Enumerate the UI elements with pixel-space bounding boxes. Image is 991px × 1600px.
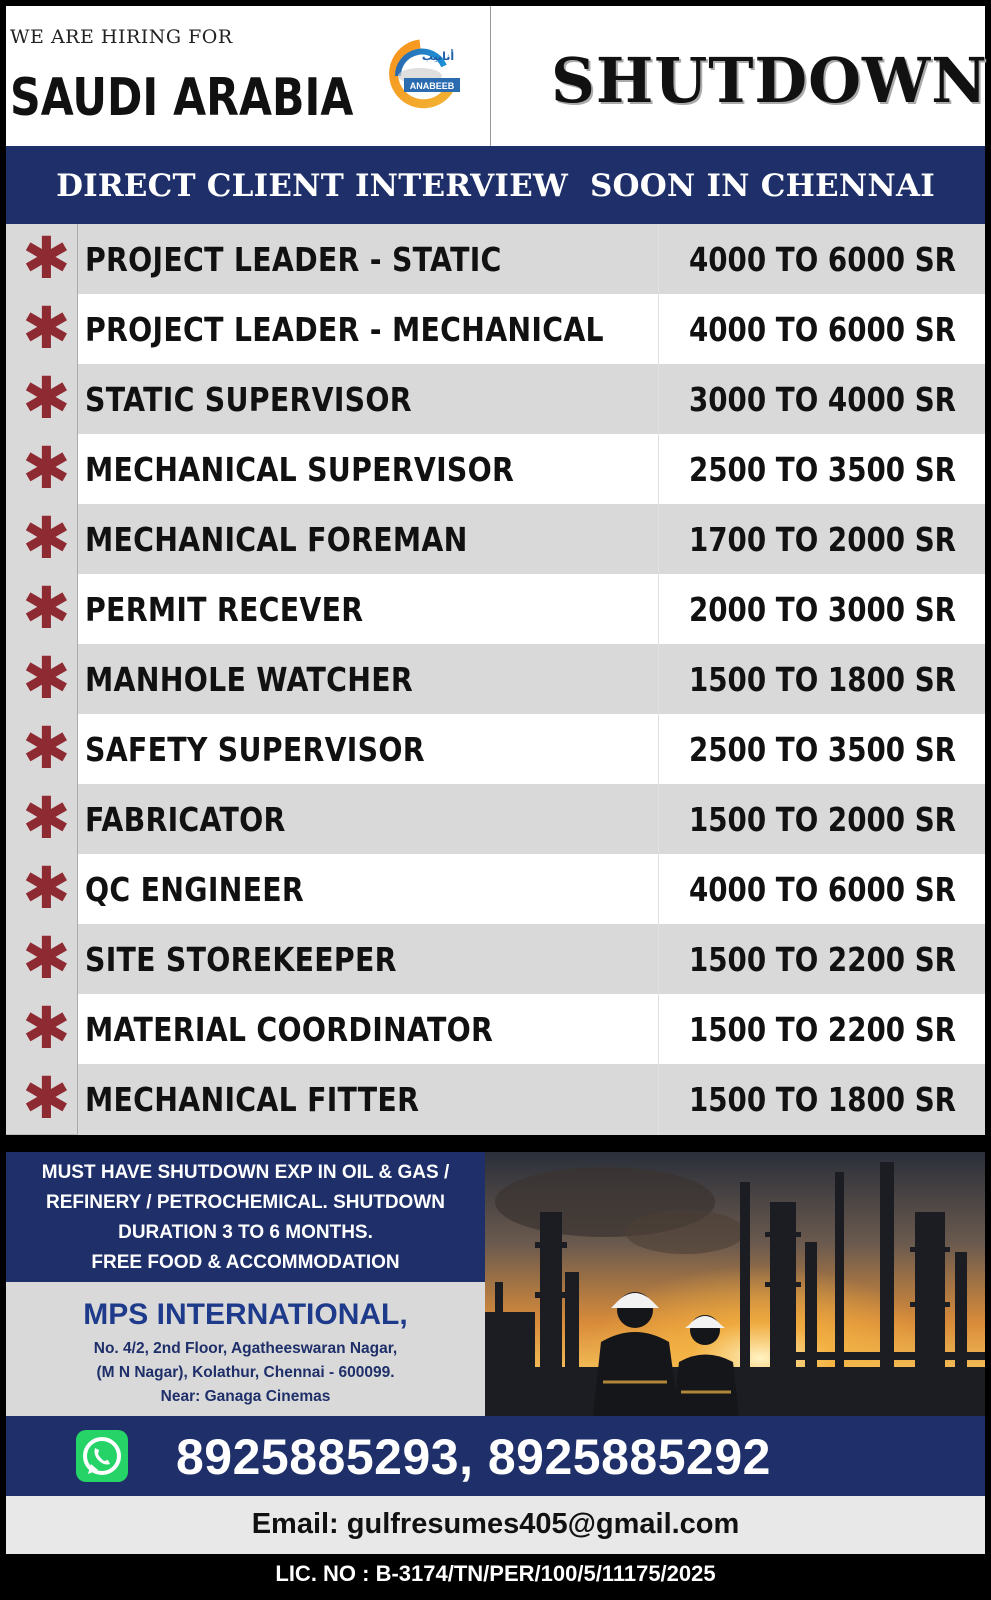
bullet-cell xyxy=(6,294,78,365)
job-row xyxy=(6,784,985,855)
license-bar xyxy=(6,1554,985,1594)
asterisk-icon: ✱ xyxy=(22,364,71,432)
job-row xyxy=(6,224,985,295)
bullet-cell xyxy=(6,994,78,1065)
job-salary: 1500 TO 2000 SR xyxy=(688,800,957,839)
email-text: Email: gulfresumes405@gmail.com xyxy=(251,1508,740,1540)
requirement-line: FREE FOOD & ACCOMMODATION xyxy=(91,1252,400,1273)
job-salary: 4000 TO 6000 SR xyxy=(688,240,957,279)
job-row xyxy=(6,644,985,715)
job-row xyxy=(6,364,985,435)
job-row xyxy=(6,504,985,575)
requirements-block xyxy=(6,1152,485,1282)
salary-cell xyxy=(658,364,985,435)
job-title: MECHANICAL FOREMAN xyxy=(85,520,468,559)
job-title: SITE STOREKEEPER xyxy=(85,940,397,979)
bullet-cell xyxy=(6,434,78,505)
asterisk-icon: ✱ xyxy=(22,1064,71,1132)
job-row xyxy=(6,994,985,1065)
anabeeb-logo xyxy=(380,36,470,116)
asterisk-icon: ✱ xyxy=(22,574,71,642)
bullet-cell xyxy=(6,1064,78,1135)
refinery-workers-image xyxy=(485,1152,985,1416)
email-bar xyxy=(6,1496,985,1554)
asterisk-icon: ✱ xyxy=(22,294,71,362)
address-line: No. 4/2, 2nd Floor, Agatheeswaran Nagar, xyxy=(93,1340,398,1357)
job-title: PROJECT LEADER - MECHANICAL xyxy=(85,310,604,349)
asterisk-icon: ✱ xyxy=(22,714,71,782)
job-title: PROJECT LEADER - STATIC xyxy=(85,240,502,279)
job-salary: 3000 TO 4000 SR xyxy=(688,380,957,419)
bullet-cell xyxy=(6,644,78,715)
job-salary: 2000 TO 3000 SR xyxy=(688,590,957,629)
header xyxy=(6,6,988,146)
interview-banner xyxy=(6,146,985,224)
requirement-line: MUST HAVE SHUTDOWN EXP IN OIL & GAS / xyxy=(41,1162,450,1183)
asterisk-icon: ✱ xyxy=(22,224,71,292)
country-heading: SAUDI ARABIA xyxy=(10,68,354,128)
bullet-cell xyxy=(6,854,78,925)
header-left xyxy=(6,6,490,146)
job-title: FABRICATOR xyxy=(85,800,286,839)
salary-cell xyxy=(658,854,985,925)
logo-arabic: أنابيب xyxy=(421,50,455,63)
job-row xyxy=(6,714,985,785)
address-line: (M N Nagar), Kolathur, Chennai - 600099. xyxy=(96,1364,395,1381)
whatsapp-icon xyxy=(76,1430,128,1482)
hiring-heading: WE ARE HIRING FOR xyxy=(10,26,233,48)
asterisk-icon: ✱ xyxy=(22,504,71,572)
job-salary: 1500 TO 1800 SR xyxy=(688,660,957,699)
requirement-line: DURATION 3 TO 6 MONTHS. xyxy=(118,1222,373,1243)
salary-cell xyxy=(658,504,985,575)
job-title: MANHOLE WATCHER xyxy=(85,660,414,699)
license-text: LIC. NO : B-3174/TN/PER/100/5/11175/2025 xyxy=(275,1561,716,1586)
asterisk-icon: ✱ xyxy=(22,854,71,922)
job-salary: 2500 TO 3500 SR xyxy=(688,730,957,769)
job-salary: 4000 TO 6000 SR xyxy=(688,870,957,909)
header-divider xyxy=(490,6,491,146)
salary-cell xyxy=(658,294,985,365)
salary-cell xyxy=(658,574,985,645)
job-salary: 1700 TO 2000 SR xyxy=(688,520,957,559)
salary-cell xyxy=(658,784,985,855)
bullet-cell xyxy=(6,924,78,995)
salary-cell xyxy=(658,1064,985,1135)
job-row xyxy=(6,854,985,925)
job-salary: 2500 TO 3500 SR xyxy=(688,450,957,489)
shutdown-title: SHUTDOWN xyxy=(551,44,988,117)
phone-numbers: 8925885293, 8925885292 xyxy=(176,1429,771,1485)
job-title: MATERIAL COORDINATOR xyxy=(85,1010,494,1049)
salary-cell xyxy=(658,434,985,505)
phone-bar xyxy=(6,1416,985,1496)
salary-cell xyxy=(658,994,985,1065)
job-title: STATIC SUPERVISOR xyxy=(85,380,412,419)
bullet-cell xyxy=(6,574,78,645)
interview-banner-text: DIRECT CLIENT INTERVIEW SOON IN CHENNAI xyxy=(56,168,935,204)
asterisk-icon: ✱ xyxy=(22,924,71,992)
job-title: QC ENGINEER xyxy=(85,870,305,909)
company-name: MPS INTERNATIONAL, xyxy=(83,1298,408,1331)
bullet-cell xyxy=(6,224,78,295)
job-row xyxy=(6,1064,985,1135)
asterisk-icon: ✱ xyxy=(22,434,71,502)
salary-cell xyxy=(658,714,985,785)
job-salary: 1500 TO 2200 SR xyxy=(688,1010,957,1049)
requirement-line: REFINERY / PETROCHEMICAL. SHUTDOWN xyxy=(45,1192,445,1213)
salary-cell xyxy=(658,924,985,995)
job-salary: 1500 TO 2200 SR xyxy=(688,940,957,979)
job-title: SAFETY SUPERVISOR xyxy=(85,730,425,769)
company-block xyxy=(6,1282,485,1416)
job-salary: 1500 TO 1800 SR xyxy=(688,1080,957,1119)
job-row xyxy=(6,294,985,365)
asterisk-icon: ✱ xyxy=(22,784,71,852)
job-salary: 4000 TO 6000 SR xyxy=(688,310,957,349)
job-row xyxy=(6,924,985,995)
asterisk-icon: ✱ xyxy=(22,994,71,1062)
logo-label: ANABEEB xyxy=(409,81,455,91)
job-title: PERMIT RECEVER xyxy=(85,590,364,629)
salary-cell xyxy=(658,644,985,715)
job-title: MECHANICAL FITTER xyxy=(85,1080,420,1119)
job-title: MECHANICAL SUPERVISOR xyxy=(85,450,515,489)
bullet-cell xyxy=(6,784,78,855)
asterisk-icon: ✱ xyxy=(22,644,71,712)
bullet-cell xyxy=(6,504,78,575)
bullet-cell xyxy=(6,714,78,785)
job-row xyxy=(6,574,985,645)
job-row xyxy=(6,434,985,505)
address-line: Near: Ganaga Cinemas xyxy=(160,1388,331,1405)
bullet-cell xyxy=(6,364,78,435)
salary-cell xyxy=(658,224,985,295)
